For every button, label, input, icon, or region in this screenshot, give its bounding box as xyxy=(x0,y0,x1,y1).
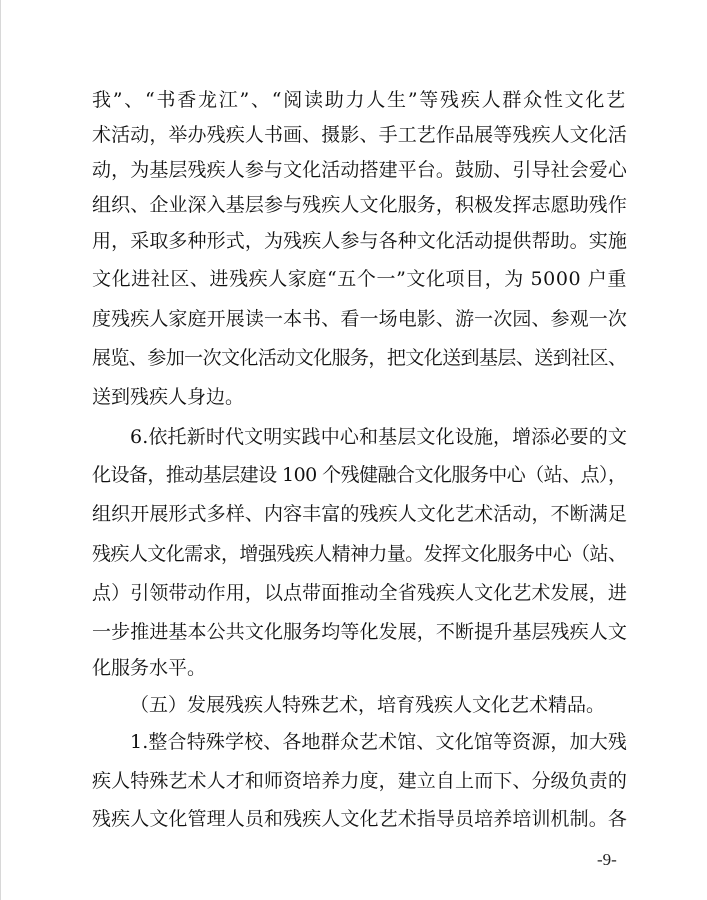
text-line: 化服务水平。 xyxy=(92,657,207,679)
text-line: 度残疾人家庭开展读一本书、看一场电影、游一次园、参观一次 xyxy=(92,308,627,330)
text-line: 组织、企业深入基层参与残疾人文化服务，积极发挥志愿助残作 xyxy=(92,194,627,216)
text-line: 术活动，举办残疾人书画、摄影、手工艺作品展等残疾人文化活 xyxy=(92,124,627,146)
text-line: 文化进社区、进残疾人家庭“五个一”文化项目，为 5000 户重 xyxy=(92,268,627,290)
text-line: 动，为基层残疾人参与文化活动搭建平台。鼓励、引导社会爱心 xyxy=(92,159,627,181)
text-line: 点）引领带动作用，以点带面推动全省残疾人文化艺术发展，进 xyxy=(92,582,627,604)
paragraph-1-first-line: 1.整合特殊学校、各地群众艺术馆、文化馆等资源，加大残 xyxy=(130,731,627,753)
text-line: 用，采取多种形式，为残疾人参与各种文化活动提供帮助。实施 xyxy=(92,230,627,252)
text-line: 化设备，推动基层建设 100 个残健融合文化服务中心（站、点）， xyxy=(92,464,627,486)
text-line: 残疾人文化需求，增强残疾人精神力量。发挥文化服务中心（站、 xyxy=(92,543,627,565)
text-line: 送到残疾人身边。 xyxy=(92,386,245,408)
text-line: 疾人特殊艺术人才和师资培养力度，建立自上而下、分级负责的 xyxy=(92,770,627,792)
section-heading: （五）发展残疾人特殊艺术，培育残疾人文化艺术精品。 xyxy=(130,694,606,716)
text-line: 我”、“书香龙江”、“阅读助力人生”等残疾人群众性文化艺 xyxy=(92,89,627,111)
paragraph-6-first-line: 6.依托新时代文明实践中心和基层文化设施，增添必要的文 xyxy=(130,426,627,448)
text-line: 展览、参加一次文化活动文化服务，把文化送到基层、送到社区、 xyxy=(92,347,627,369)
page-number: -9- xyxy=(597,850,617,869)
text-line: 残疾人文化管理人员和残疾人文化艺术指导员培养培训机制。各 xyxy=(92,808,627,830)
text-line: 组织开展形式多样、内容丰富的残疾人文化艺术活动，不断满足 xyxy=(92,503,627,525)
text-line: 一步推进基本公共文化服务均等化发展，不断提升基层残疾人文 xyxy=(92,621,627,643)
